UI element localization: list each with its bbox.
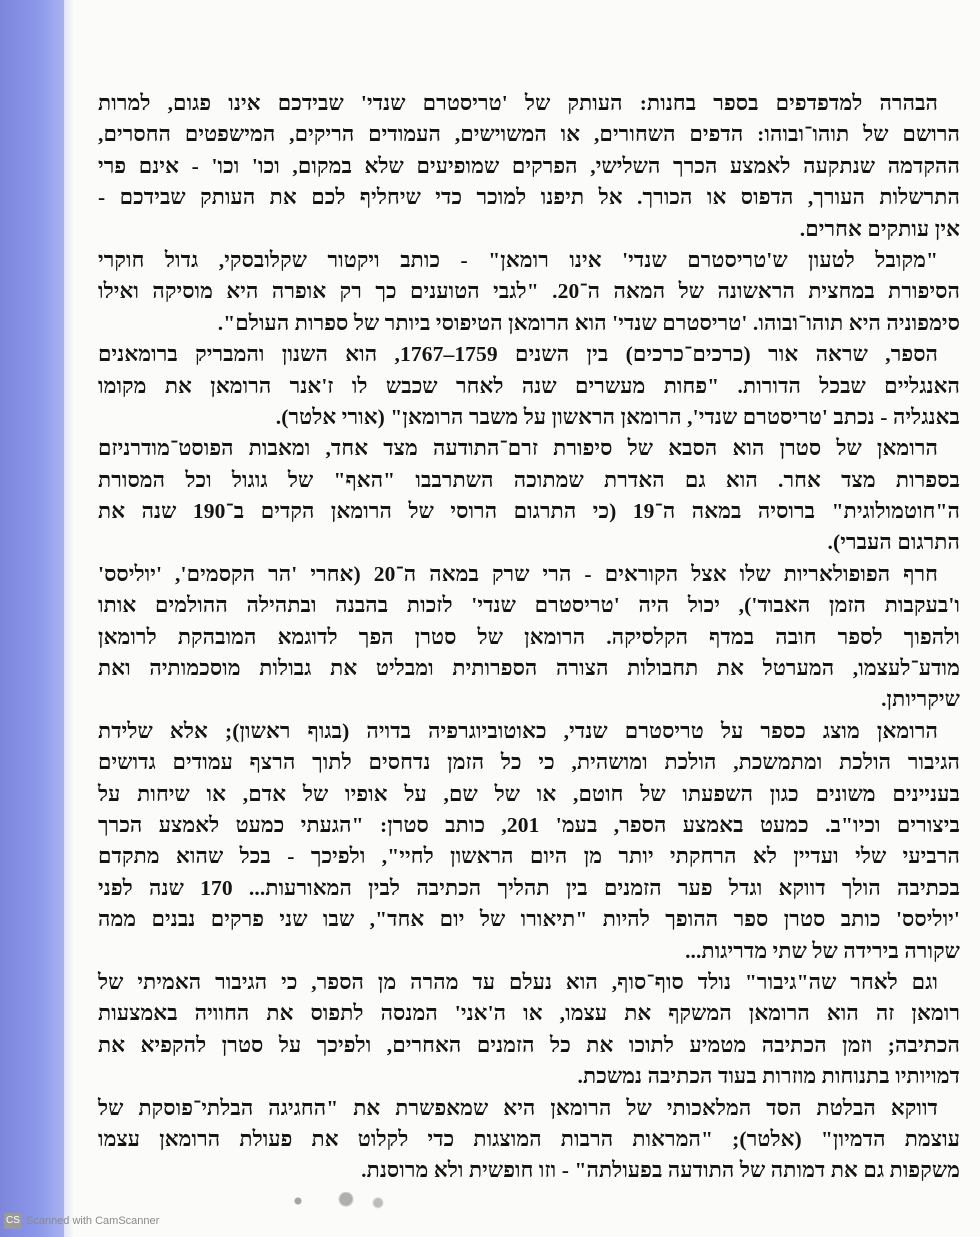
text-line: האנגליים שבכל הדורות. "פחות מעשרים שנה לאחר שכבש לו ז'אנר הרומאן את מקומו — [98, 373, 960, 398]
text-line: סימפוניה היא תוהו־ובוהו. 'טריסטרם שנדי' הוא הרומאן הטיפוסי ביותר של ספרות העולם". — [217, 310, 960, 335]
text-line: ההקדמה שנתקעה לאמצע הכרך השלישי, הפרקים שמופיעים שלא במקום, וכו' וכו' - אינם פרי — [98, 153, 960, 178]
text-line: 'יוליסס' כותב סטרן ספר ההופך להיות "תיאורו של יום אחד", שבו שני פרקים נבנים ממה — [98, 907, 960, 932]
text-line: הסיפורת במחצית הראשונה של המאה ה־20. "לגבי הטוענים כך רק אופרה היא מוסיקה ואילו — [98, 279, 960, 304]
paragraph — [98, 559, 960, 716]
text-line: ולהפוך לספר חובה במדף הקלסיקה. הרומאן של סטרן הפך לדוגמא המובהקת לרומאן — [98, 624, 960, 649]
text-line: דמויותיו בתנוחות מוזרות בעוד הכתיבה נמשכת. — [577, 1064, 960, 1089]
paragraph — [98, 245, 960, 339]
page-edge-shadow — [64, 0, 74, 1237]
watermark-text: Scanned with CamScanner — [26, 1215, 160, 1227]
paragraph — [98, 339, 960, 433]
text-line: רומאן זה הוא הרומאן המשקף את עצמו, או ה'אני' המנסה לתפוס את החוויה באמצעות — [98, 1001, 960, 1026]
binding-edge — [0, 0, 64, 1237]
text-line: באנגליה - נכתב 'טריסטרם שנדי', הרומאן הראשון על משבר הרומאן" (אורי אלטר). — [275, 404, 960, 429]
text-line: ו'בעקבות הזמן האבוד'), יכול היה 'טריסטרם שנדי' לזכות בהבנה ובתהילה ההולמים אותו — [98, 593, 960, 618]
text-line: ה"חוטמולוגית" ברוסיה במאה ה־19 (כי התרגום הרוסי של הרומאן הקדים ב־190 שנה את — [98, 499, 960, 524]
text-line: וגם לאחר שה"גיבור" נולד סוף־סוף, הוא נעלם עד מהרה מן הספר, כי הגיבור האמיתי של — [98, 969, 938, 994]
text-line: דווקא הבלטת הסד המלאכותי של הרומאן היא שמאפשרת את "החגיגה הבלתי־פוסקת של — [98, 1095, 938, 1120]
paragraph — [98, 88, 960, 245]
text-line: בכתיבה הולך דווקא וגדל פער הזמנים בין תהליך הכתיבה לבין המאורעות... 170 שנה לפני — [98, 875, 960, 900]
text-line: הרומאן מוצג כספר על טריסטרם שנדי, כאוטוביוגרפיה בדויה (בגוף ראשון); אלא שלידת — [98, 718, 938, 743]
text-line: "מקובל לטעון ש'טריסטרם שנדי' אינו רומאן" - כותב ויקטור שקלובסקי, גדול חוקרי — [98, 247, 938, 272]
paragraph — [98, 433, 960, 559]
paragraph — [98, 1093, 960, 1187]
scanner-watermark — [4, 1213, 159, 1229]
text-line: חרף הפופולאריות שלו אצל הקוראים - הרי שרק במאה ה־20 (אחרי 'הר הקסמים', 'יוליסס' — [98, 561, 939, 586]
scan-specks — [250, 1192, 410, 1210]
text-line: עוצמת הדמיון" (אלטר); "המראות הרבות המוצגות כדי לקלוט את פעולת הרומאן עצמו — [98, 1126, 960, 1151]
paragraph — [98, 967, 960, 1093]
text-line: הרושם של תוהו־ובוהו: הדפים השחורים, או המשוישים, העמודים הריקים, המישפטים החסרים, — [98, 122, 960, 147]
text-line: מודע־לעצמו, המערטל את תחבולות הצורה הספרותית ומבליט את גבולות מוסכמותיה ואת — [98, 656, 960, 681]
text-line: בספרות מצד אחר. הוא גם האדרת שמתוכה השתרבבו "האף" של גוגול וכל המסורת — [98, 467, 960, 492]
text-line: הרביעי שלי ועדיין לא הרחקתי יותר מן היום הראשון לחיי", ולפיכך - בכל שהוא מתקדם — [98, 844, 960, 869]
text-line: שקורה בירידה של שתי מדריגות... — [685, 938, 960, 963]
document-body — [98, 88, 960, 1187]
text-line: משקפות גם את דמותה של התודעה בפעולתה" - וזו חופשית ולא מרוסנת. — [361, 1158, 960, 1183]
text-line: התרשלות העורך, הדפוס או הכורך. אל תיפנו למוכר כדי שיחליף לכם את העותק שבידכם - — [98, 185, 960, 210]
text-line: הכתיבה; וזמן הכתיבה מטמיע לתוכו את כל הזמנים האחרים, ולפיכך על סטרן להקפיא את — [98, 1032, 960, 1057]
text-line: הספר, שראה אור (כרכים־כרכים) בין השנים 1759–1767, הוא השנון והמבריק ברומאנים — [98, 342, 938, 367]
text-line: התרגום העברי). — [827, 530, 960, 555]
text-line: בעניינים משונים כגון השפעתו של חוטם, או של שם, על אופיו של אדם, או שיחות על — [98, 781, 960, 806]
text-line: הרומאן של סטרן הוא הסבא של סיפורת זרם־התודעה מצד אחד, ומאבות הפוסט־מודרניזם — [98, 436, 938, 461]
text-line: ביצורים וכיו"ב. כמעט באמצע הספר, בעמ' 201, כותב סטרן: "הגעתי כמעט לאמצע הכרך — [98, 812, 960, 837]
text-line: שיקריותן. — [881, 687, 960, 712]
text-line: אין עותקים אחרים. — [799, 216, 960, 241]
text-line: הבהרה למדפדפים בספר בחנות: העותק של 'טריסטרם שנדי' שבידכם אינו פגום, למרות — [98, 91, 938, 115]
camscanner-logo-icon: CS — [4, 1213, 22, 1229]
paragraph — [98, 716, 960, 967]
text-line: הגיבור הולכת ומתמשכת, הולכת ומושהית, כי כל הזמן נדחסים לתוך הרצף עמודים גדושים — [98, 750, 960, 775]
